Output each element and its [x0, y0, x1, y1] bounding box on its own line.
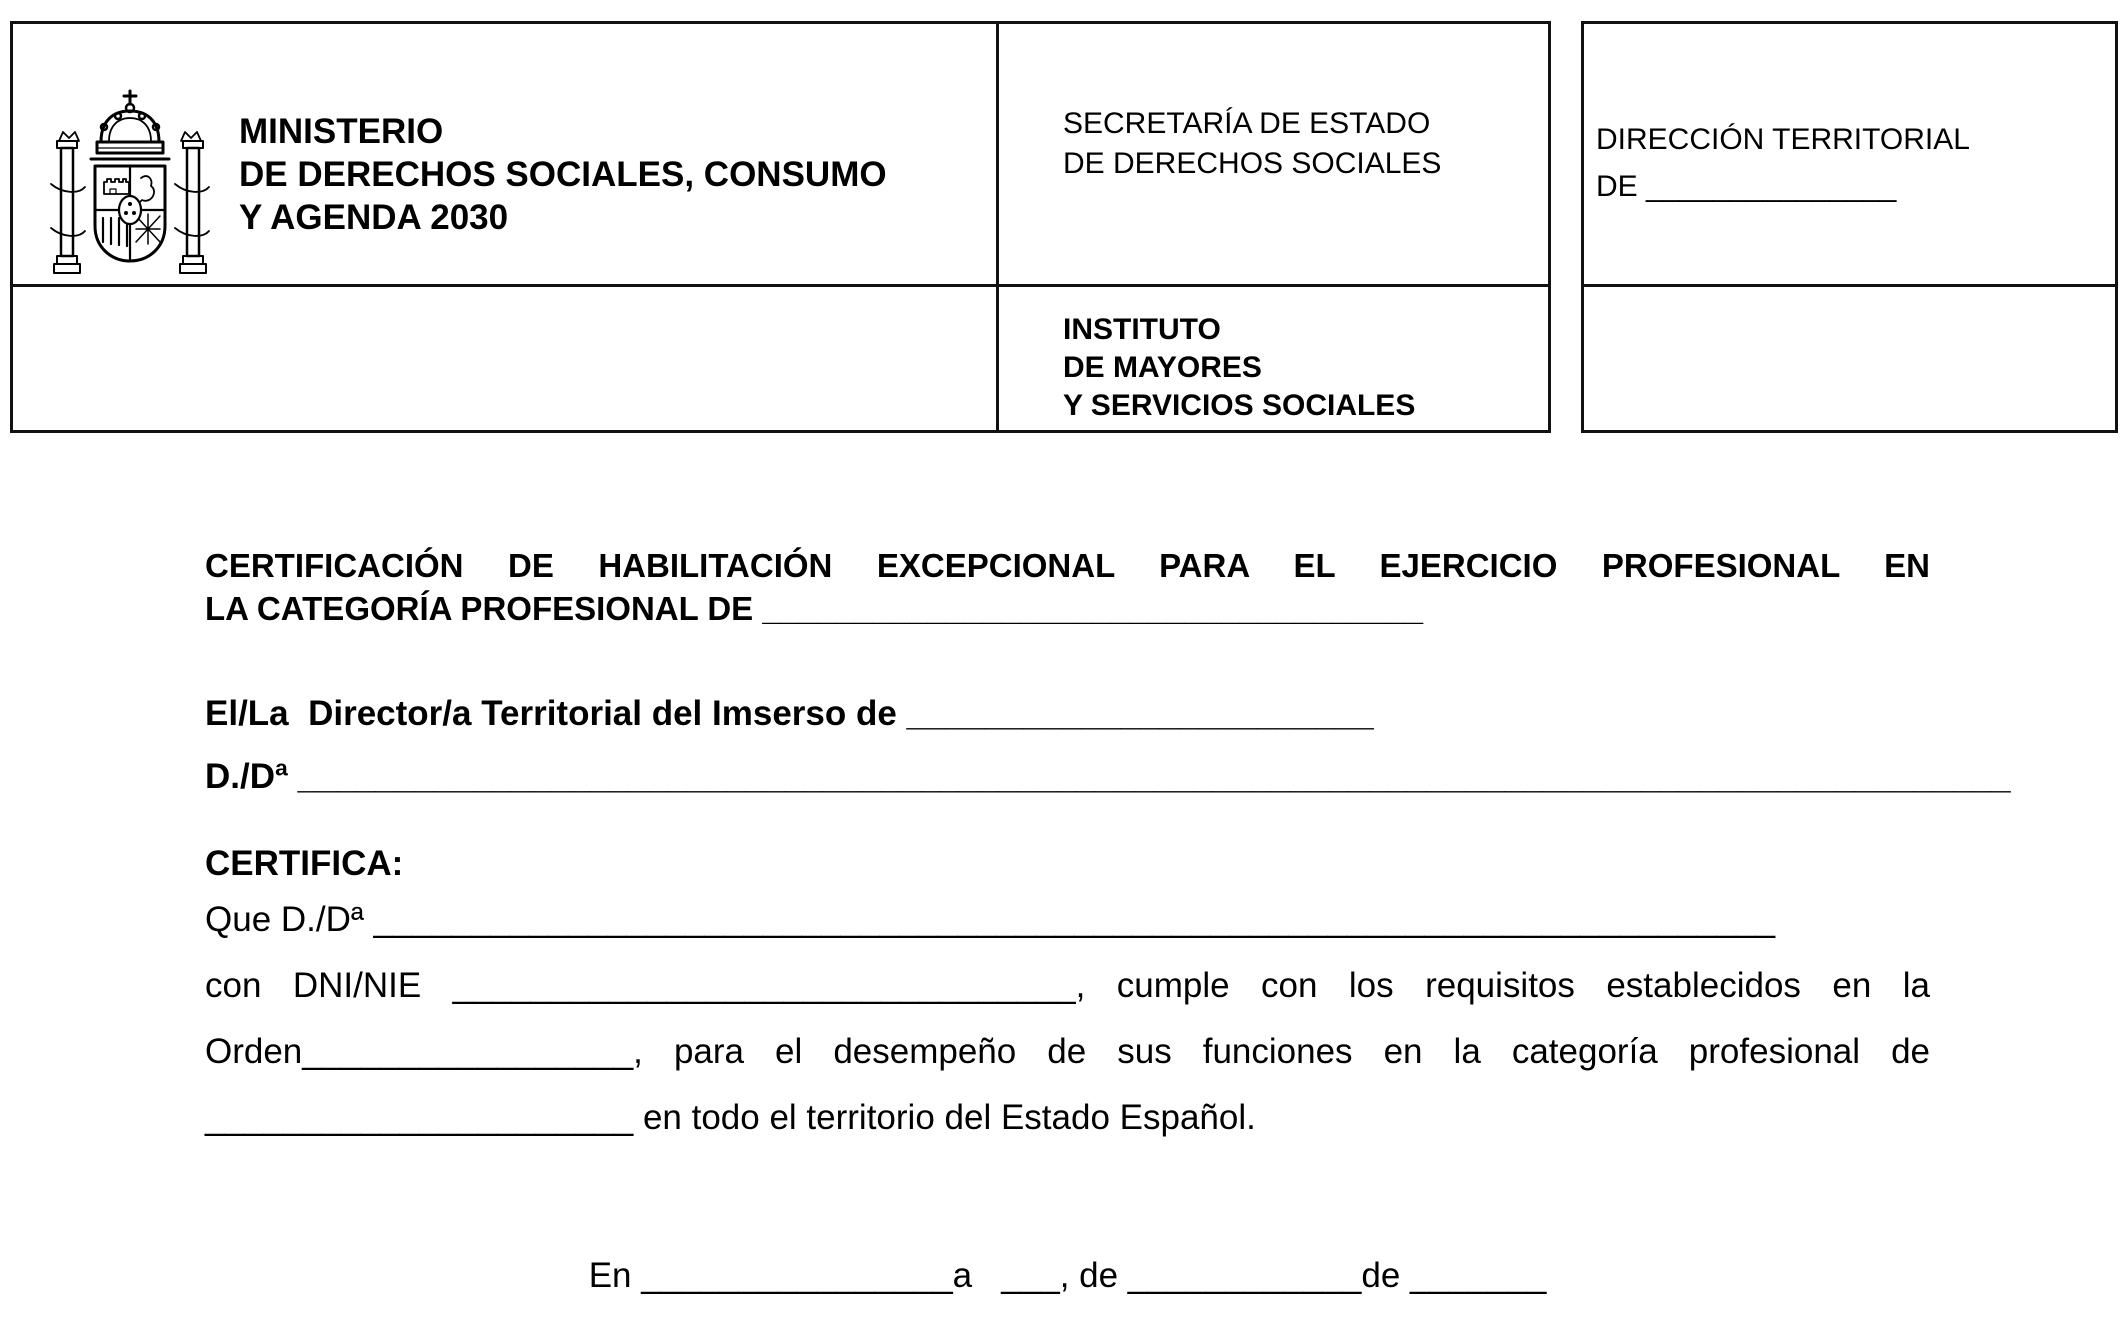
ministry-line2: DE DERECHOS SOCIALES, CONSUMO [239, 155, 887, 194]
certificate-body [205, 0, 2011, 1323]
instituto-line1: INSTITUTO [1063, 313, 1221, 346]
instituto-line3: Y SERVICIOS SOCIALES [1063, 389, 1416, 422]
director-territorial-line: El/La Director/a Territorial del Imserso de ________________________ [205, 694, 1374, 733]
secretaria-line1: SECRETARÍA DE ESTADO [1063, 107, 1431, 140]
orden-functions-line: Orden_________________, para el desempeño de sus funciones en la categoría profesional de [205, 1032, 1930, 1071]
territory-line: ______________________ en todo el territorio del Estado Español. [205, 1098, 1256, 1137]
secretaria-line2: DE DERECHOS SOCIALES [1063, 147, 1442, 180]
direccion-line2-blank: DE _______________ [1596, 170, 1897, 203]
dni-requirements-line: con DNI/NIE ________________________________, cumple con los requisitos establecidos en la [205, 966, 1930, 1005]
instituto-line2: DE MAYORES [1063, 351, 1262, 384]
certifica-label: CERTIFICA: [205, 844, 404, 883]
ministry-line3: Y AGENDA 2030 [239, 198, 509, 237]
coat-of-arms-icon [35, 88, 225, 288]
certificate-title-line1: CERTIFICACIÓN DE HABILITACIÓN EXCEPCIONAL PARA EL EJERCICIO PROFESIONAL EN [205, 547, 1930, 584]
person-name-blank-line: Que D./Dª ________________________________________________________________________ [205, 900, 1776, 939]
certificate-title-line2: LA CATEGORÍA PROFESIONAL DE ____________________________________ [205, 590, 1424, 627]
direccion-line1: DIRECCIÓN TERRITORIAL [1596, 123, 1970, 156]
ministry-line1: MINISTERIO [239, 112, 444, 151]
date-place-line: En ________________a ___, de ____________de _______ [588, 1256, 1547, 1295]
director-name-blank-line: D./Dª ________________________________________________________________________________________ [205, 757, 2011, 796]
